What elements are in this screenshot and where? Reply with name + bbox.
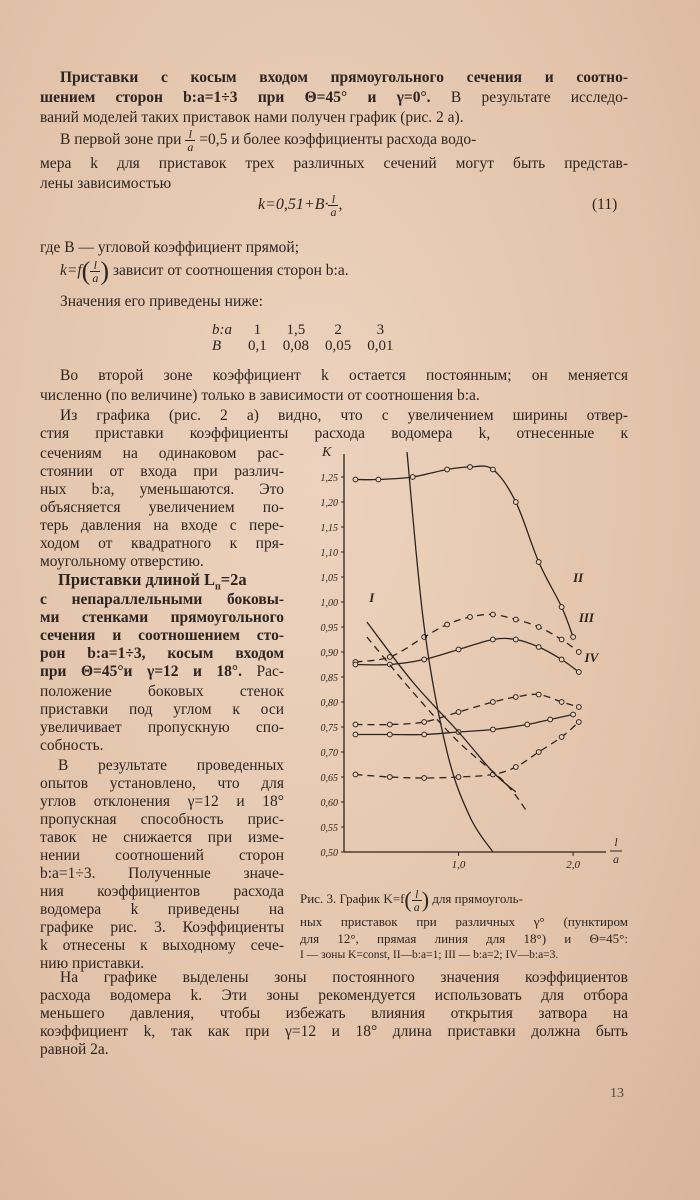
left-col-1: сечениям на одинаковом рас- <box>40 445 284 462</box>
section4-l2: опытов установлено, что для <box>40 775 284 792</box>
caption-paren-close: ) <box>421 887 430 913</box>
section3-h3: ми стенками прямоугольного <box>40 609 284 626</box>
section5-l4: коэффициент k, так как при γ=12 и 18° длина приставки должна быть <box>40 1023 628 1040</box>
data-point <box>576 670 581 675</box>
data-point <box>491 700 496 705</box>
data-point <box>456 710 461 715</box>
data-point <box>548 717 553 722</box>
series-line-i-solid <box>367 622 516 792</box>
data-point <box>491 637 496 642</box>
paren-open: ( <box>81 256 91 286</box>
y-tick-label: 1,25 <box>320 473 338 484</box>
data-point <box>576 705 581 710</box>
series-line-ii-solid <box>355 466 573 637</box>
cell: 0,1 <box>248 338 267 354</box>
data-point <box>387 732 392 737</box>
section4-l7: b:a=1÷3. Полученные значе- <box>40 865 284 882</box>
data-point <box>410 475 415 480</box>
data-point <box>536 645 541 650</box>
section4-l3: углов отклонения γ=12 и 18° <box>40 793 284 810</box>
cell: 0,05 <box>325 338 352 354</box>
cell: 3 <box>376 322 385 338</box>
section4-l12: нию приставки. <box>40 955 145 972</box>
cell: 0,01 <box>367 338 394 354</box>
data-point <box>445 467 450 472</box>
section3-h5: рон b:a=1÷3, косым входом <box>40 645 284 662</box>
y-tick-label: 1,10 <box>320 548 338 559</box>
page-number: 13 <box>610 1086 624 1101</box>
section2-line2: численно (по величине) только в зависимости от соотношения b:a. <box>40 387 480 404</box>
definition-B: где B — угловой коэффициент прямой; <box>40 239 300 256</box>
section3-l8: приставки под углом к оси <box>40 701 284 718</box>
data-point <box>559 637 564 642</box>
fraction-l-over-a <box>185 128 195 153</box>
cell: 2 <box>334 322 342 338</box>
para2-line1 <box>60 126 628 154</box>
caption-line1 <box>300 886 628 913</box>
x-axis-label-num: l <box>614 835 618 849</box>
data-point <box>468 465 473 470</box>
section5-l1: На графике выделены зоны постоянного значения коэффициентов <box>60 969 628 986</box>
caption-l1-post: для прямоуголь- <box>432 891 523 906</box>
data-point <box>536 625 541 630</box>
paren-close: ) <box>100 256 109 286</box>
data-point <box>559 735 564 740</box>
section2-line1: Во второй зоне коэффициент k остается постоянным; он меняется <box>60 367 628 384</box>
caption-line4: I — зоны K=const, II—b:a=1; III — b:a=2; IV—b:a=3. <box>300 949 559 962</box>
section4-l11: k отнесены к выходному сече- <box>40 937 284 954</box>
y-tick-label: 0,70 <box>320 748 338 759</box>
data-point <box>513 637 518 642</box>
left-col-5: терь давления на входе с пере- <box>40 517 284 534</box>
data-point <box>559 657 564 662</box>
formula-tail: , <box>338 196 343 213</box>
caption-frac-den: a <box>413 899 420 914</box>
caption-frac-num: l <box>412 888 422 901</box>
data-point <box>387 775 392 780</box>
y-tick-label: 0,65 <box>320 773 338 784</box>
section1-line2-tail: В результате исследо- <box>450 89 628 106</box>
section3-l9: увеличивает пропускную спо- <box>40 719 284 736</box>
section3-h6-tail: Рас- <box>256 663 285 680</box>
formula-frac-den: a <box>330 204 337 219</box>
section2-line3: Из графика (рис. 2 а) видно, что с увеличением ширины отвер- <box>60 407 628 424</box>
curve-label-i: I <box>369 590 375 605</box>
y-tick-label: 1,20 <box>320 498 338 509</box>
left-col-7: моугольному отверстию. <box>40 553 204 570</box>
left-col-6: ходом от квадратного к пря- <box>40 535 284 552</box>
para2-line3: лены зависимостью <box>40 175 172 192</box>
data-point <box>422 657 427 662</box>
para2-pre: В первой зоне при <box>60 131 182 148</box>
data-point <box>491 612 496 617</box>
section4-l4: пропускная способность прис- <box>40 811 284 828</box>
data-point <box>491 727 496 732</box>
frac-num: l <box>185 128 195 141</box>
cell: b:a <box>212 322 232 338</box>
section3-h1-tail: =2a <box>220 570 247 589</box>
curve-label-iv: IV <box>584 650 599 665</box>
data-point <box>576 650 581 655</box>
section4-l9: водомера k приведены на <box>40 901 284 918</box>
y-tick-label: 1,00 <box>320 598 338 609</box>
section1-line1 <box>60 68 628 88</box>
data-point <box>353 722 358 727</box>
y-tick-label: 0,80 <box>320 698 338 709</box>
x-tick-label: 2,0 <box>566 859 580 871</box>
values-intro: Значения его приведены ниже: <box>60 293 263 310</box>
data-point <box>513 500 518 505</box>
data-point <box>559 605 564 610</box>
data-point <box>456 647 461 652</box>
data-point <box>422 776 427 781</box>
data-point <box>536 750 541 755</box>
caption-line3: для 12°, прямая линия для 18°) и Θ=45°: <box>300 931 628 947</box>
section3-h1-text: Приставки длиной L <box>58 570 215 589</box>
section5-l5: равной 2a. <box>40 1041 109 1058</box>
section5-l3: меньшего давления, чтобы избежать влияния открытия затвора на <box>40 1005 628 1022</box>
data-point <box>513 617 518 622</box>
figure-caption <box>300 886 628 964</box>
data-point <box>491 467 496 472</box>
definition-k <box>60 256 349 286</box>
data-point <box>468 615 473 620</box>
chart-axes <box>321 454 607 871</box>
y-tick-label: 0,50 <box>320 848 338 859</box>
data-point <box>513 765 518 770</box>
section4-l10: графике рис. 3. Коэффициенты <box>40 919 284 936</box>
y-tick-label: 0,85 <box>320 673 338 684</box>
section3-l10: собность. <box>40 737 104 754</box>
caption-paren-open: ( <box>404 887 412 913</box>
chart-labels <box>321 445 622 866</box>
data-point <box>559 700 564 705</box>
para2-line2: мера k для приставок трех различных сечений могут быть представ- <box>40 155 628 172</box>
data-point <box>536 692 541 697</box>
data-point <box>353 477 358 482</box>
section2-line4: стия приставки коэффициенты расхода водомера k, отнесенные к <box>40 425 628 442</box>
data-point <box>422 720 427 725</box>
section3-h6-bold: при Θ=45°и γ=12 и 18°. <box>40 663 242 680</box>
data-point <box>353 662 358 667</box>
section4-l1: В результате проведенных <box>58 757 284 774</box>
data-point <box>456 775 461 780</box>
x-tick-label: 1,0 <box>451 859 466 871</box>
curve-label-ii: II <box>573 570 584 585</box>
def-fraction <box>90 259 100 284</box>
data-point <box>353 732 358 737</box>
formula-fraction <box>328 193 338 218</box>
def-k-text: зависит от соотношения сторон b:a. <box>112 262 349 279</box>
y-tick-label: 0,75 <box>320 723 338 734</box>
section1-line2 <box>40 88 628 108</box>
data-point <box>576 720 581 725</box>
frac-den: a <box>187 139 194 154</box>
section4-l8: ния коэффициентов расхода <box>40 883 284 900</box>
section3-l7: положение боковых стенок <box>40 683 284 700</box>
data-point <box>422 732 427 737</box>
x-axis-label-den: a <box>613 852 619 866</box>
section3-h4: сечения и соотношением сто- <box>40 627 284 644</box>
y-tick-label: 0,95 <box>320 623 338 634</box>
formula-left: k=0,51+B· <box>258 196 329 213</box>
formula-number: (11) <box>592 196 618 213</box>
y-tick-label: 1,15 <box>320 523 338 534</box>
data-point <box>571 712 576 717</box>
caption-line2: ных приставок при различных γ° (пунктиром <box>300 914 628 930</box>
y-tick-label: 0,60 <box>320 798 338 809</box>
formula-frac-num: l <box>328 193 338 206</box>
def-frac-num: l <box>90 259 100 272</box>
cell: 1,5 <box>286 322 306 338</box>
section1-line3: ваний моделей таких приставок нами получен график (рис. 2 а). <box>40 109 464 126</box>
data-point <box>376 477 381 482</box>
para2-post: =0,5 и более коэффициенты расхода водо- <box>199 131 477 148</box>
values-row-B <box>204 338 402 354</box>
y-tick-label: 0,90 <box>320 648 338 659</box>
section3-h2: с непараллельными боковы- <box>40 591 284 608</box>
y-tick-label: 0,55 <box>320 823 338 834</box>
data-point <box>571 635 576 640</box>
section4-l6: нении соотношений сторон <box>40 847 284 864</box>
data-point <box>387 722 392 727</box>
data-point <box>525 722 530 727</box>
section5-l2: расхода водомера k. Эти зоны рекомендуется использовать для отбора <box>40 987 628 1004</box>
section3-h6 <box>40 662 284 682</box>
caption-fraction <box>412 888 422 913</box>
caption-l1-pre: Рис. 3. График K=f <box>300 891 405 906</box>
cell: 0,08 <box>282 338 309 354</box>
formula-11 <box>258 190 342 220</box>
def-k-func: k=f <box>60 262 82 279</box>
left-col-4: объясняется увеличением по- <box>40 499 284 516</box>
chart-figure-3 <box>296 440 636 880</box>
section1-heading-part1: Приставки с косым входом прямоугольного сечения и соотно- <box>60 69 628 86</box>
values-row-ba <box>204 322 402 338</box>
section4-l5: тавок не снижается при изме- <box>40 829 284 846</box>
data-point <box>513 695 518 700</box>
data-point <box>445 622 450 627</box>
curve-label-iii: III <box>578 610 595 625</box>
cell: B <box>212 338 222 354</box>
y-tick-label: 1,05 <box>320 573 338 584</box>
def-frac-den: a <box>92 270 99 285</box>
section1-heading-part2: шением сторон b:a=1÷3 при Θ=45° и γ=0°. <box>40 89 431 106</box>
y-axis-label: K <box>322 445 332 460</box>
left-col-3: ных b:a, уменьшаются. Это <box>40 481 284 498</box>
data-point <box>536 560 541 565</box>
series-line-iv-dashed <box>355 722 578 778</box>
section3-h1-sub: п <box>214 581 221 593</box>
left-col-2: стоянии от входа при различ- <box>40 463 284 480</box>
data-point <box>353 772 358 777</box>
chart-series <box>353 452 581 852</box>
cell: 1 <box>253 322 262 338</box>
values-table <box>204 322 402 354</box>
